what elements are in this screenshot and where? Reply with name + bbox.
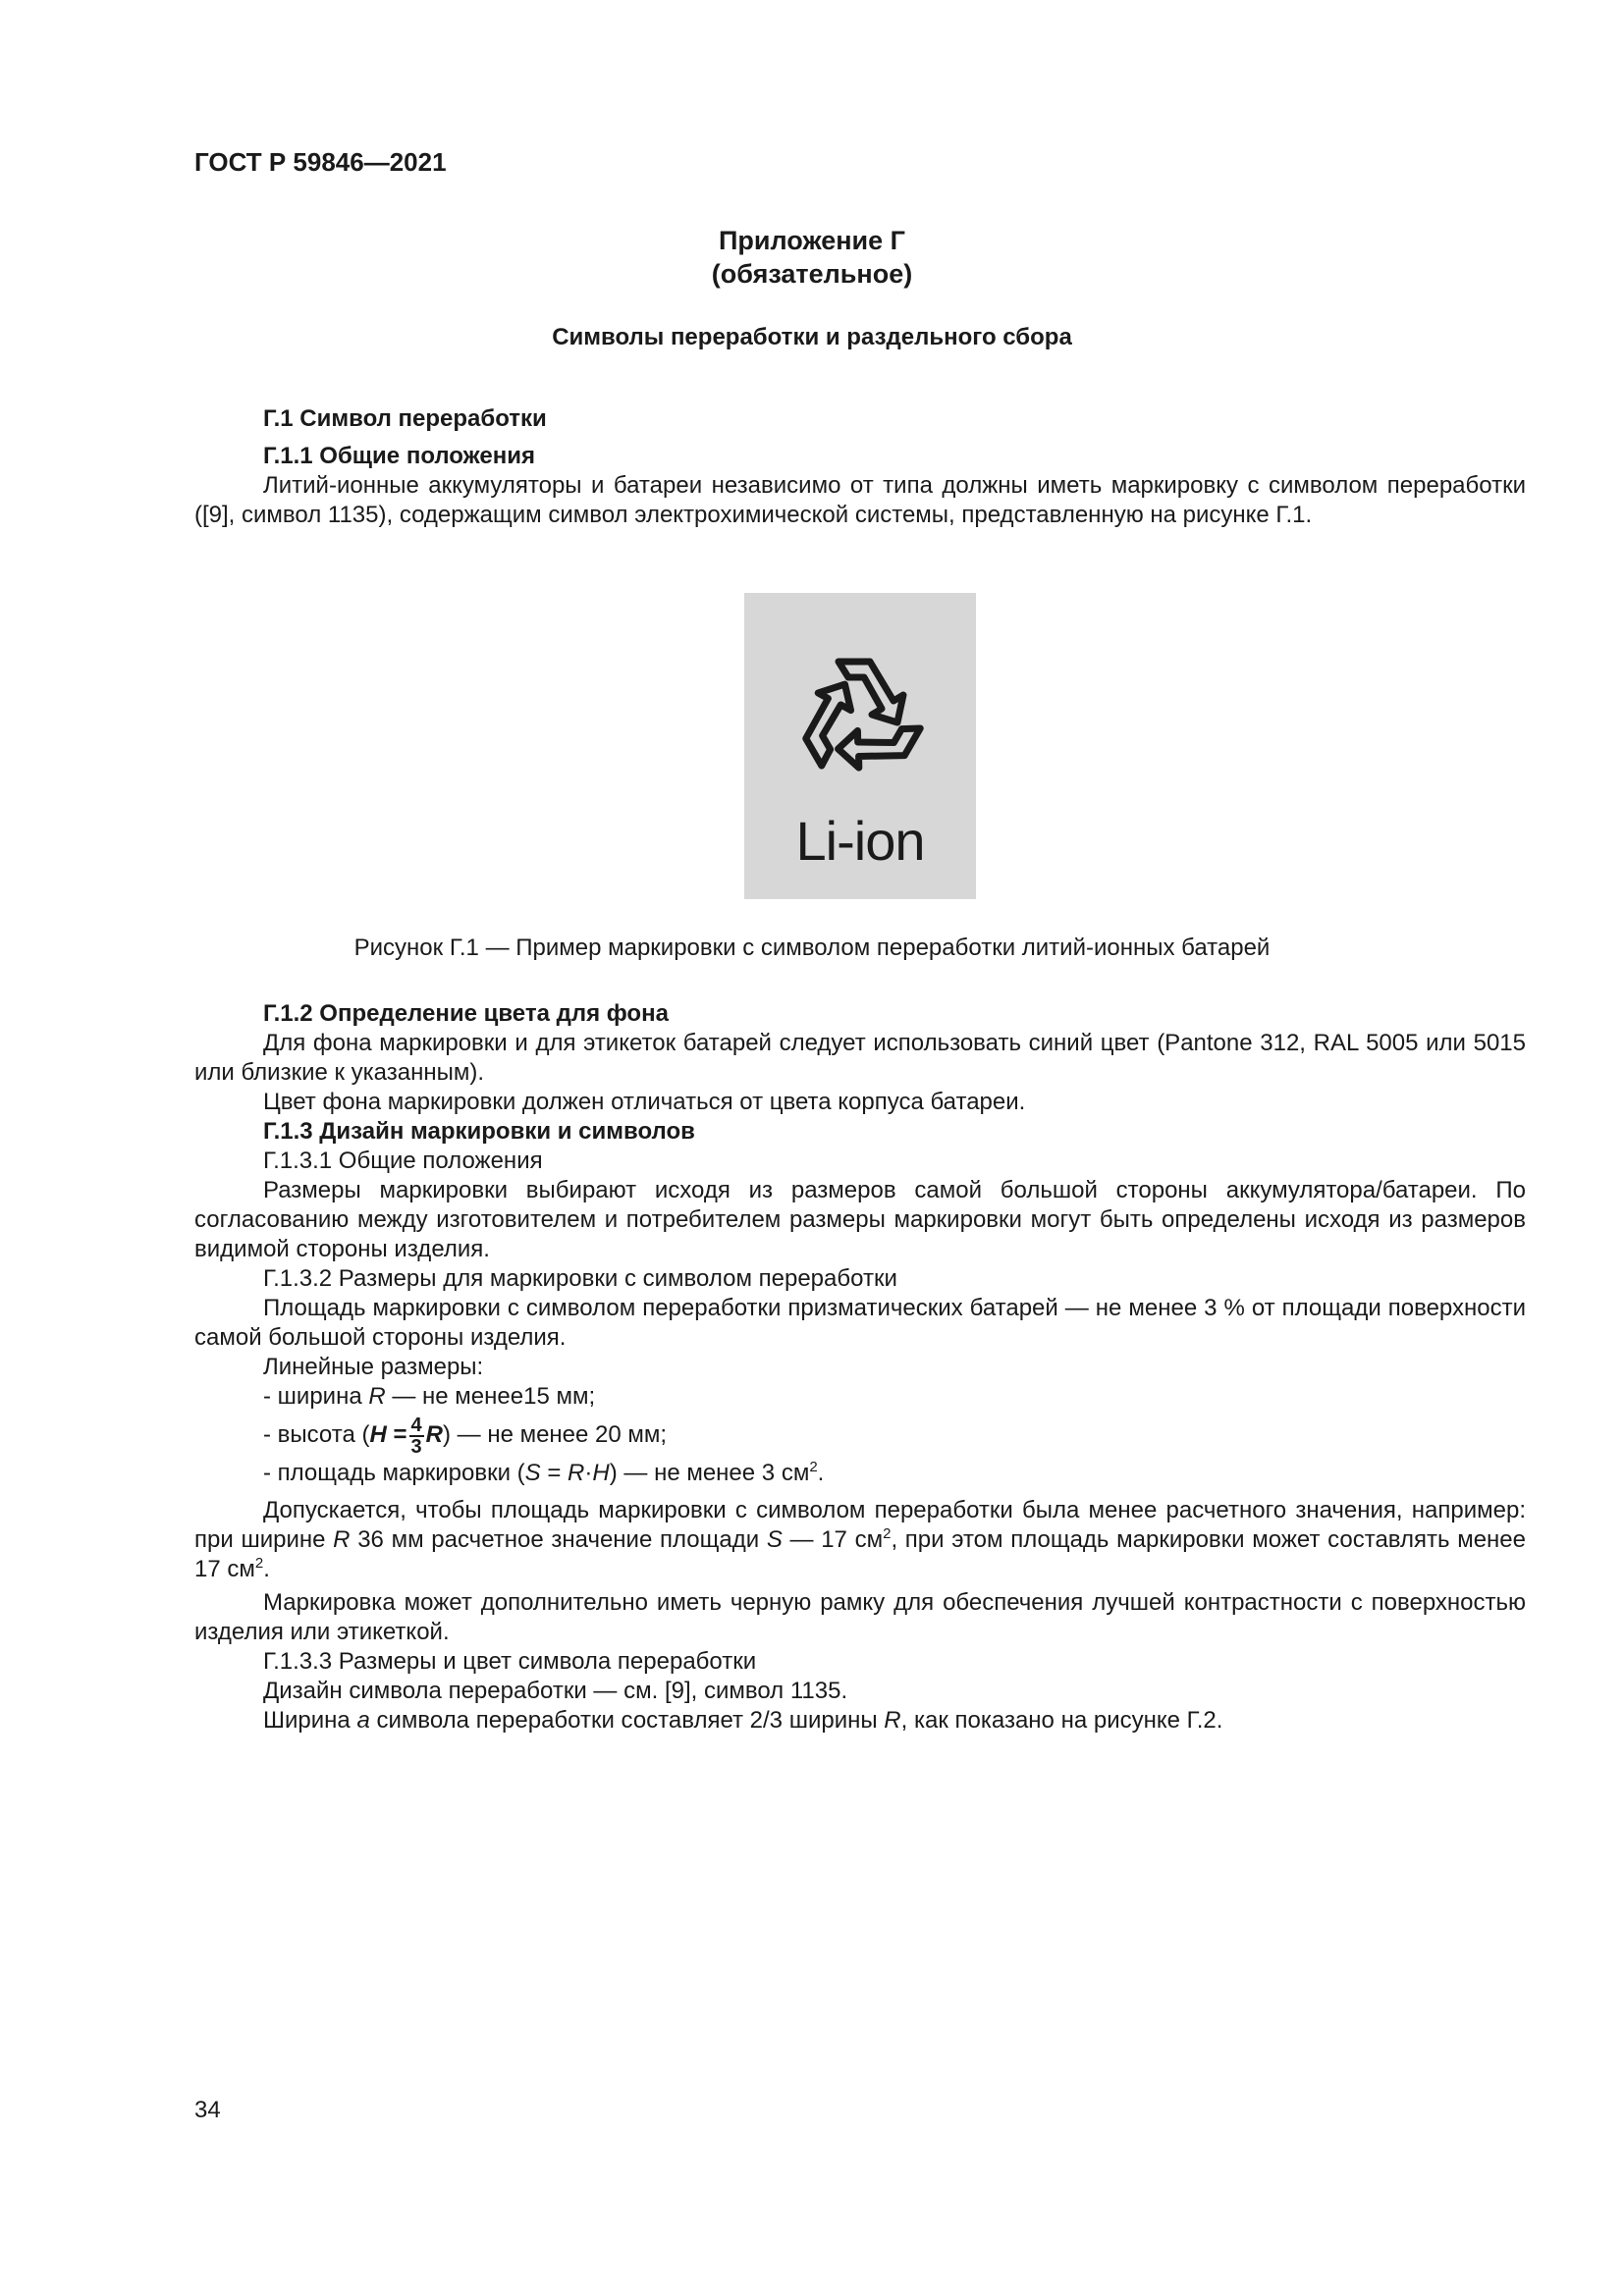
section-g11-paragraph: Литий-ионные аккумуляторы и батареи независимо от типа должны иметь маркировку с символом переработки ([9], символ 1135), содержащим символ электрохимической системы, представленную на рисунке Г.1. <box>194 472 1526 528</box>
height-item: - высота (H = $\frac{4}{3}$ R) — не менее 20 мм; <box>263 1414 668 1458</box>
section-g133-paragraph: Дизайн символа переработки — см. [9], символ 1135. <box>263 1678 848 1704</box>
frame-paragraph: Маркировка может дополнительно иметь черную рамку для обеспечения лучшей контрастности с поверхностью изделия или этикеткой. <box>194 1589 1526 1645</box>
figure-label: Li-ion <box>795 810 925 872</box>
figure-caption: Рисунок Г.1 — Пример маркировки с символом переработки литий-ионных батарей <box>353 934 1271 961</box>
annex-title: Приложение Г <box>719 226 905 255</box>
section-g132-paragraph: Площадь маркировки с символом переработки призматических батарей — не менее 3 % от площади поверхности самой большой стороны изделия. <box>194 1295 1526 1351</box>
section-g131-title: Г.1.3.1 Общие положения <box>263 1148 543 1174</box>
width-item: - ширина R — не менее15 мм; <box>263 1383 596 1410</box>
section-g12-paragraph-2: Цвет фона маркировки должен отличаться от цвета корпуса батареи. <box>263 1089 1026 1115</box>
area-item: - площадь маркировки (S = R·H) — не менее 3 $см^2$. <box>263 1459 825 1486</box>
section-g132-title: Г.1.3.2 Размеры для маркировки с символом переработки <box>263 1265 897 1292</box>
section-g1-title: Г.1 Символ переработки <box>263 405 547 432</box>
allowance-paragraph: Допускается, чтобы площадь маркировки с символом переработки была менее расчетного значения, например: при ширине R 36 мм расчетное значение площади S — 17 $см^2$, при этом площадь маркировки может составлять менее 17 $см^2$. <box>194 1497 1526 1582</box>
page-number: 34 <box>194 2097 221 2123</box>
annex-heading: Символы переработки и раздельного сбора <box>552 324 1072 350</box>
section-g12-title: Г.1.2 Определение цвета для фона <box>263 1000 669 1027</box>
section-g12-paragraph-1: Для фона маркировки и для этикеток батарей следует использовать синий цвет (Pantone 312, RAL 5005 или 5015 или близкие к указанным). <box>194 1030 1526 1086</box>
figure-g1-marking <box>744 593 976 899</box>
annex-status: (обязательное) <box>711 259 913 289</box>
section-g133-title: Г.1.3.3 Размеры и цвет символа переработки <box>263 1648 757 1675</box>
linear-dimensions-title: Линейные размеры: <box>263 1354 484 1380</box>
document-header: ГОСТ Р 59846—2021 <box>194 147 447 177</box>
fraction-4-3: $\frac{4}{3}$ <box>410 1414 422 1458</box>
section-g13-title: Г.1.3 Дизайн маркировки и символов <box>263 1118 695 1145</box>
section-g131-paragraph: Размеры маркировки выбирают исходя из размеров самой большой стороны аккумулятора/батареи. По согласованию между изготовителем и потребителем размеры маркировки могут быть определены исходя из размеров видимой стороны изделия. <box>194 1177 1526 1262</box>
ratio-paragraph: Ширина a символа переработки составляет 2/3 ширины R, как показано на рисунке Г.2. <box>263 1707 1223 1734</box>
section-g11-title: Г.1.1 Общие положения <box>263 443 535 469</box>
